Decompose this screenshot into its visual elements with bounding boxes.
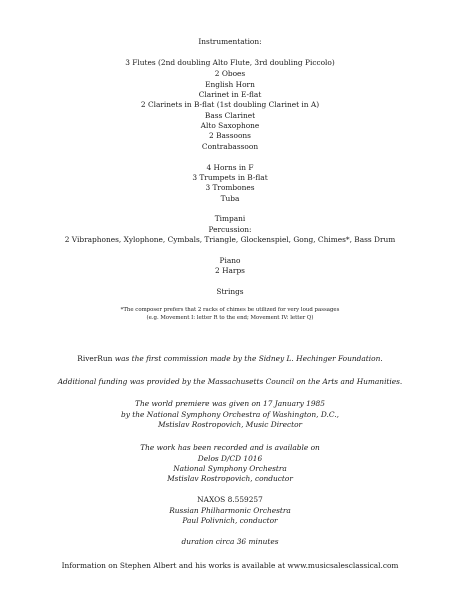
keyboard-line: 2 Harps: [215, 266, 245, 275]
recording-line: Russian Philharmonic Orchestra: [169, 506, 291, 515]
chimes-footnote: *The composer prefers that 2 racks of chimes be utilized for very loud passages: [120, 307, 340, 313]
recording-line: Delos D/CD 1016: [197, 454, 263, 463]
work-title: RiverRun: [77, 354, 113, 363]
brass-line: 3 Trumpets in B-flat: [192, 173, 268, 182]
naxos-catalog-number: NAXOS 8.559257: [197, 495, 263, 504]
woodwind-line: 2 Clarinets in B-flat (1st doubling Clarinet in A): [140, 100, 320, 109]
strings-line: Strings: [216, 287, 244, 296]
keyboard-line: Piano: [219, 256, 241, 265]
premiere-line: Mstislav Rostropovich, Music Director: [157, 420, 303, 429]
brass-line: 3 Trombones: [205, 183, 255, 192]
recording-line: Paul Polivnich, conductor: [182, 516, 278, 525]
recording-line: The work has been recorded and is available on: [140, 443, 320, 452]
premiere-line: The world premiere was given on 17 January 1985: [135, 399, 325, 408]
funding-line: Additional funding was provided by the Massachusetts Council on the Arts and Humanities.: [57, 377, 403, 386]
woodwind-line: Contrabassoon: [201, 142, 259, 151]
brass-line: 4 Horns in F: [206, 163, 254, 172]
woodwind-line: 2 Bassoons: [209, 131, 251, 140]
recording-line: Mstislav Rostropovich, conductor: [167, 474, 293, 483]
instrumentation-heading: Instrumentation:: [198, 37, 262, 46]
woodwind-line: Clarinet in E-flat: [198, 90, 262, 99]
publisher-info-line: Information on Stephen Albert and his works is available at www.musicsalesclassical.com: [61, 561, 399, 570]
woodwind-line: 3 Flutes (2nd doubling Alto Flute, 3rd doubling Piccolo): [125, 58, 335, 67]
woodwind-line: 2 Oboes: [214, 69, 246, 78]
recording-line: National Symphony Orchestra: [173, 464, 287, 473]
percussion-line: Percussion:: [208, 225, 252, 234]
premiere-line: by the National Symphony Orchestra of Washington, D.C.,: [121, 410, 339, 419]
duration-line: duration circa 36 minutes: [181, 537, 279, 546]
commission-text: was the first commission made by the Sidney L. Hechinger Foundation.: [112, 354, 383, 363]
chimes-footnote: (e.g. Movement I: letter R to the end; Movement IV: letter Q): [146, 315, 314, 321]
percussion-line: 2 Vibraphones, Xylophone, Cymbals, Triangle, Glockenspiel, Gong, Chimes*, Bass Drum: [64, 235, 396, 244]
percussion-line: Timpani: [214, 214, 246, 223]
woodwind-line: Bass Clarinet: [204, 111, 256, 120]
woodwind-line: Alto Saxophone: [200, 121, 260, 130]
brass-line: Tuba: [220, 194, 240, 203]
woodwind-line: English Horn: [205, 80, 255, 89]
commission-line: [0, 354, 460, 363]
